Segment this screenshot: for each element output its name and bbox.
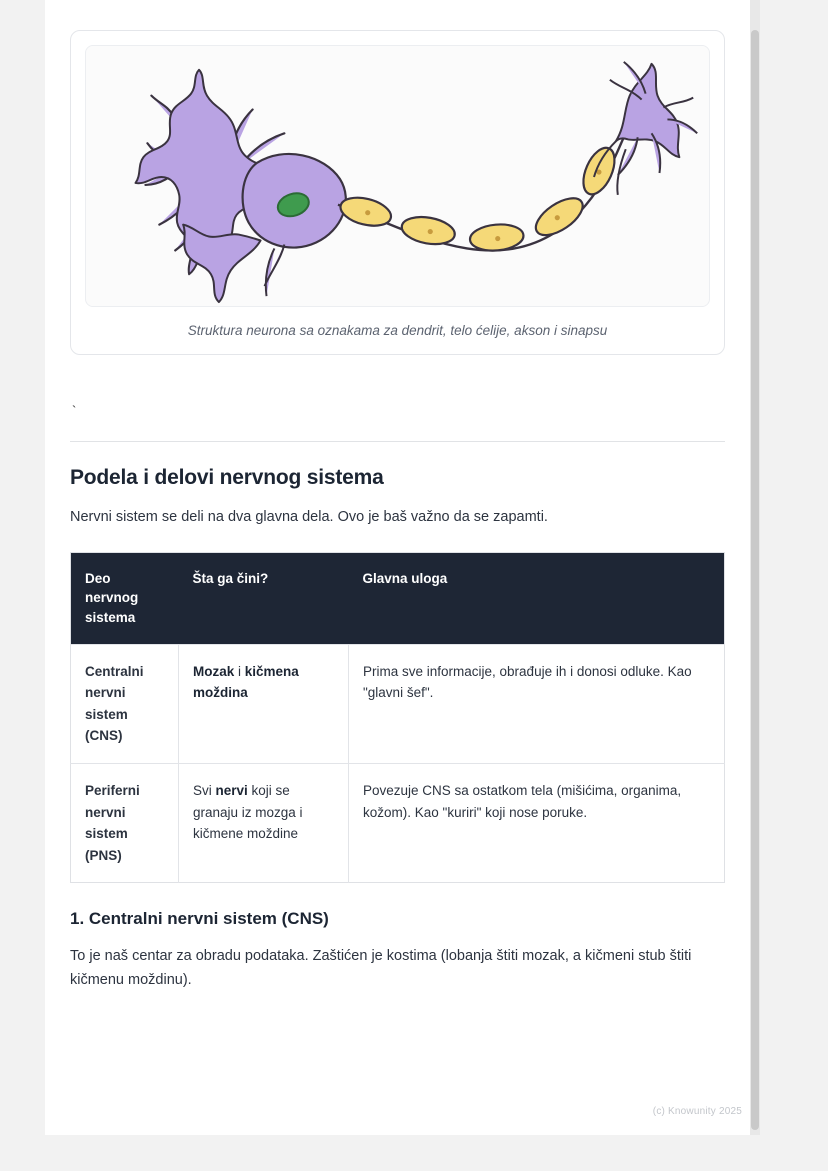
watermark: (c) Knowunity 2025: [652, 1106, 742, 1117]
section-intro-text: Nervni sistem se deli na dva glavna dela. Ovo je baš važno da se zapamti.: [70, 509, 548, 525]
table-cell-part: Periferni nervni sistem (PNS): [71, 763, 179, 882]
nervous-system-table: [70, 552, 725, 883]
table-cell-role: Povezuje CNS sa ostatkom tela (mišićima, organima, kožom). Kao "kuriri" koji nose poruke.: [349, 763, 725, 882]
left-margin: [0, 0, 45, 1171]
composition-prefix: Svi: [193, 782, 216, 798]
stray-backtick-text: `: [72, 403, 77, 418]
table-row: [71, 644, 725, 763]
composition-mid: i: [234, 663, 245, 679]
page-title: Podela i delovi nervnog sistema: [70, 466, 384, 489]
table-cell-part: Centralni nervni sistem (CNS): [71, 644, 179, 763]
subsection-text: To je naš centar za obradu podataka. Zaštićen je kostima (lobanja štiti mozak, a kičmeni stub štiti kičmenu moždinu).: [70, 948, 692, 989]
subsection-title: 1. Centralni nervni sistem (CNS): [70, 909, 329, 929]
table-cell-composition: [179, 644, 349, 763]
document-sheet: [45, 0, 750, 1135]
table-header-row: [71, 552, 725, 644]
table-cell-composition: [179, 763, 349, 882]
bottom-margin: [0, 1135, 828, 1171]
table-header-composition: Šta ga čini?: [179, 552, 349, 644]
composition-bold-2: kičmena moždina: [193, 663, 299, 701]
table-header-part: Deo nervnog sistema: [71, 552, 179, 644]
figure-caption: Struktura neurona sa oznakama za dendrit, telo ćelije, akson i sinapsu: [187, 323, 608, 338]
figure-card: [70, 30, 725, 355]
table-row: [71, 763, 725, 882]
section-divider: [70, 441, 725, 442]
right-margin: [750, 0, 828, 1171]
scrollbar-thumb[interactable]: [751, 30, 759, 1130]
composition-bold-1: nervi: [215, 782, 248, 798]
neuron-diagram: [85, 45, 710, 307]
composition-mid: koji se granaju iz mozga i kičmene moždine: [193, 782, 303, 842]
table-header-role: Glavna uloga: [349, 552, 725, 644]
composition-bold-1: Mozak: [193, 663, 235, 679]
neuron-illustration-svg: [86, 46, 709, 306]
table-cell-role: Prima sve informacije, obrađuje ih i donosi odluke. Kao "glavni šef".: [349, 644, 725, 763]
